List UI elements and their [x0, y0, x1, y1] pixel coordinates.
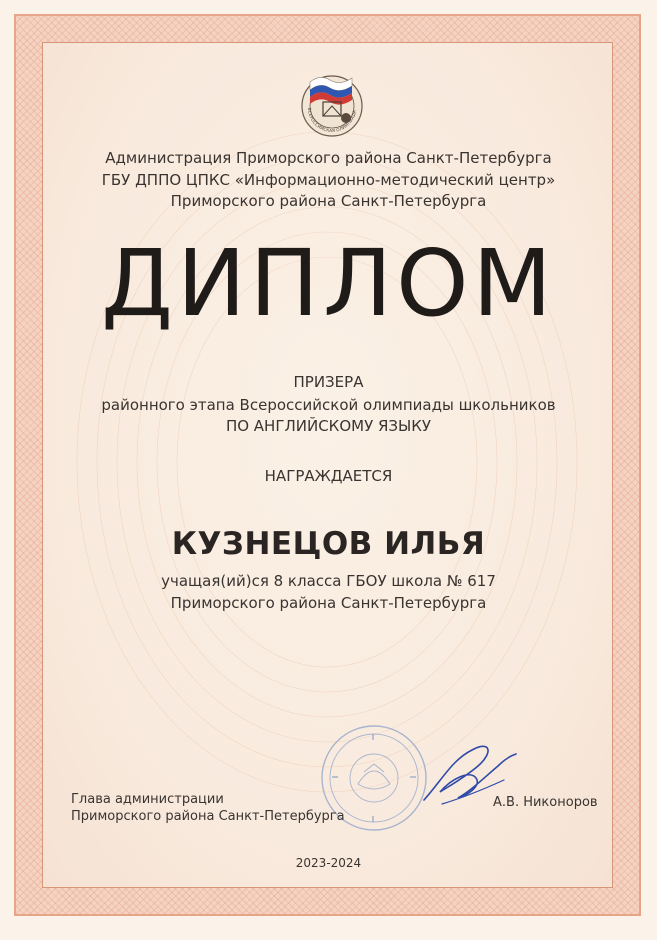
- header-line-3: Приморского района Санкт-Петербурга: [170, 192, 487, 210]
- awarded-label: НАГРАЖДАЕТСЯ: [264, 467, 393, 485]
- recipient-line-2: Приморского района Санкт-Петербурга: [170, 594, 487, 612]
- recipient-line-1: учащая(ий)ся 8 класса ГБОУ школа № 617: [161, 572, 496, 590]
- olympiad-logo: [296, 68, 368, 140]
- diploma-title: ДИПЛОМ: [101, 230, 556, 337]
- logo-text: ВСЕРОССИЙСКАЯ ОЛИМПИАДА: [306, 107, 357, 134]
- recipient-name: КУЗНЕЦОВ ИЛЬЯ: [171, 526, 486, 562]
- signatory-title-line-2: Приморского района Санкт-Петербурга: [71, 809, 345, 824]
- signatory-title-line-1: Глава администрации: [71, 792, 224, 807]
- academic-year: 2023-2024: [295, 856, 362, 870]
- header-line-1: Администрация Приморского района Санкт-Петербурга: [105, 149, 552, 167]
- award-line-3: ПО АНГЛИЙСКОМУ ЯЗЫКУ: [225, 417, 432, 435]
- award-line-1: ПРИЗЕРА: [293, 373, 364, 391]
- signatory-name: А.В. Никоноров: [493, 795, 598, 810]
- signatory-title: [71, 791, 345, 825]
- header-line-2: ГБУ ДППО ЦПКС «Информационно-методический центр»: [101, 171, 556, 189]
- award-line-2: районного этапа Всероссийской олимпиады школьников: [101, 396, 556, 414]
